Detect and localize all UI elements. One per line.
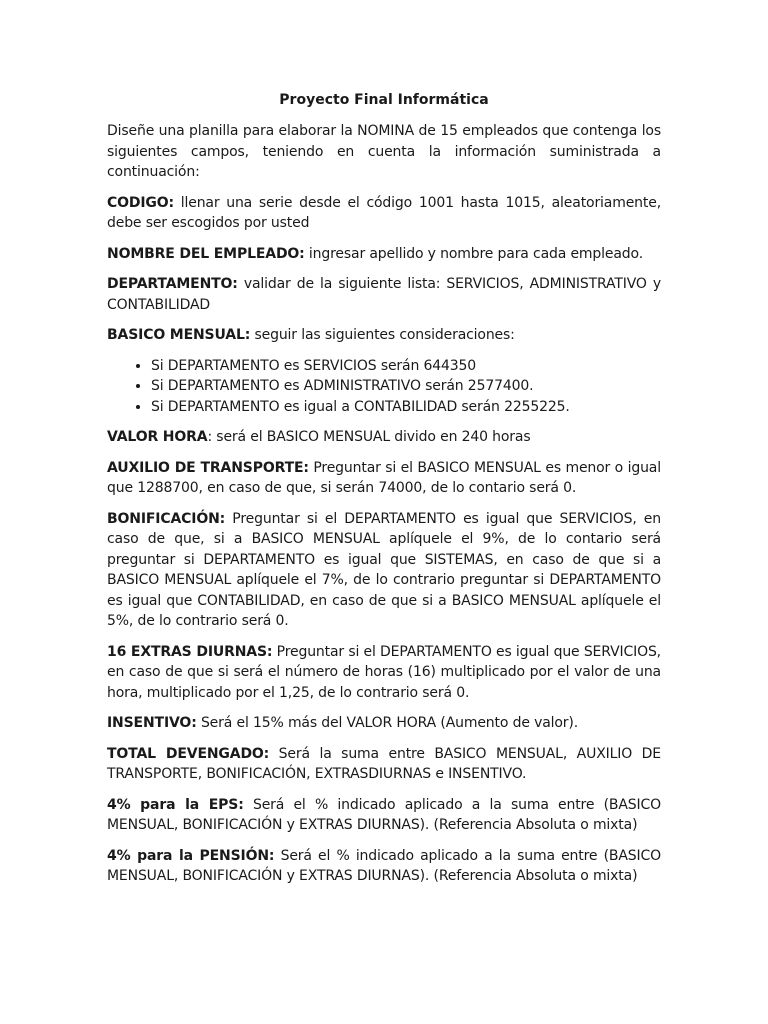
field-text: Será el % indicado aplicado a la suma entre (BASICO MENSUAL, BONIFICACIÓN y EXTRAS DIURNAS). (Referencia Absoluta o mixta) (107, 796, 661, 833)
field-label: VALOR HORA (107, 429, 208, 445)
field-label: INSENTIVO: (107, 715, 197, 731)
field-text: validar de la siguiente lista: SERVICIOS, ADMINISTRATIVO y CONTABILIDAD (107, 276, 661, 313)
field-label: 16 EXTRAS DIURNAS: (107, 643, 273, 660)
field-label: NOMBRE DEL EMPLEADO: (107, 245, 305, 262)
field-basico (107, 325, 661, 346)
field-label: 4% para la EPS: (107, 796, 244, 813)
basico-bullet-list (107, 356, 661, 418)
field-text: Será el % indicado aplicado a la suma entre (BASICO MENSUAL, BONIFICACIÓN y EXTRAS DIURNAS). (Referencia Absoluta o mixta) (107, 847, 661, 884)
field-auxilio (107, 458, 661, 499)
field-total (107, 744, 661, 785)
field-extras (107, 642, 661, 704)
field-label: CODIGO: (107, 194, 174, 211)
list-item: • Si DEPARTAMENTO es ADMINISTRATIVO serán 2577400. (151, 376, 661, 397)
list-item: • Si DEPARTAMENTO es igual a CONTABILIDAD serán 2255225. (151, 397, 661, 418)
field-label: TOTAL DEVENGADO: (107, 745, 270, 762)
field-text: Preguntar si el DEPARTAMENTO es igual que SERVICIOS, en caso de que, si a BASICO MENSUAL aplíquele el 9%, de lo contario será preguntar si DEPARTAMENTO es igual que SISTEMAS, en caso de que si a BASICO MENSUAL aplíquele el 7%, de lo contrario preguntar si DEPARTAMENTO es igual que CONTABILIDAD, en caso de que si a BASICO MENSUAL aplíquele el 5%, de lo contrario será 0. (107, 510, 661, 629)
field-text: llenar una serie desde el código 1001 hasta 1015, aleatoriamente, debe ser escogidos por usted (107, 194, 661, 231)
field-codigo (107, 193, 661, 234)
field-valor-hora (107, 427, 661, 448)
field-pension (107, 846, 661, 887)
field-insentivo (107, 713, 661, 734)
field-text: Preguntar si el BASICO MENSUAL es menor o igual que 1288700, en caso de que, si serán 74000, de lo contario será 0. (107, 459, 661, 496)
field-text: Será el 15% más del VALOR HORA (Aumento de valor). (196, 715, 579, 731)
field-text: Será la suma entre BASICO MENSUAL, AUXILIO DE TRANSPORTE, BONIFICACIÓN, EXTRASDIURNAS e INSENTIVO. (107, 745, 661, 782)
field-label: BASICO MENSUAL: (107, 327, 251, 343)
field-text: : será el BASICO MENSUAL divido en 240 horas (207, 429, 531, 445)
field-nombre (107, 244, 661, 265)
field-departamento (107, 274, 661, 315)
field-text: Preguntar si el DEPARTAMENTO es igual que SERVICIOS, en caso de que si será el número de horas (16) multiplicado por el valor de una hora, multiplicado por el 1,25, de lo contrario será 0. (107, 643, 661, 701)
field-label: BONIFICACIÓN: (107, 510, 226, 527)
page-title: Proyecto Final Informática (279, 92, 489, 108)
field-bonificacion (107, 509, 661, 632)
document-page (107, 90, 661, 897)
field-text: ingresar apellido y nombre para cada empleado. (304, 245, 643, 262)
field-text: seguir las siguientes consideraciones: (250, 327, 515, 343)
field-eps (107, 795, 661, 836)
list-item: • Si DEPARTAMENTO es SERVICIOS serán 644350 (151, 356, 661, 377)
field-label: DEPARTAMENTO: (107, 276, 238, 292)
intro-paragraph: Diseñe una planilla para elaborar la NOMINA de 15 empleados que contenga los siguientes campos, teniendo en cuenta la información suministrada a continuación: (107, 123, 661, 180)
field-label: AUXILIO DE TRANSPORTE: (107, 459, 309, 476)
field-label: 4% para la PENSIÓN: (107, 847, 275, 864)
